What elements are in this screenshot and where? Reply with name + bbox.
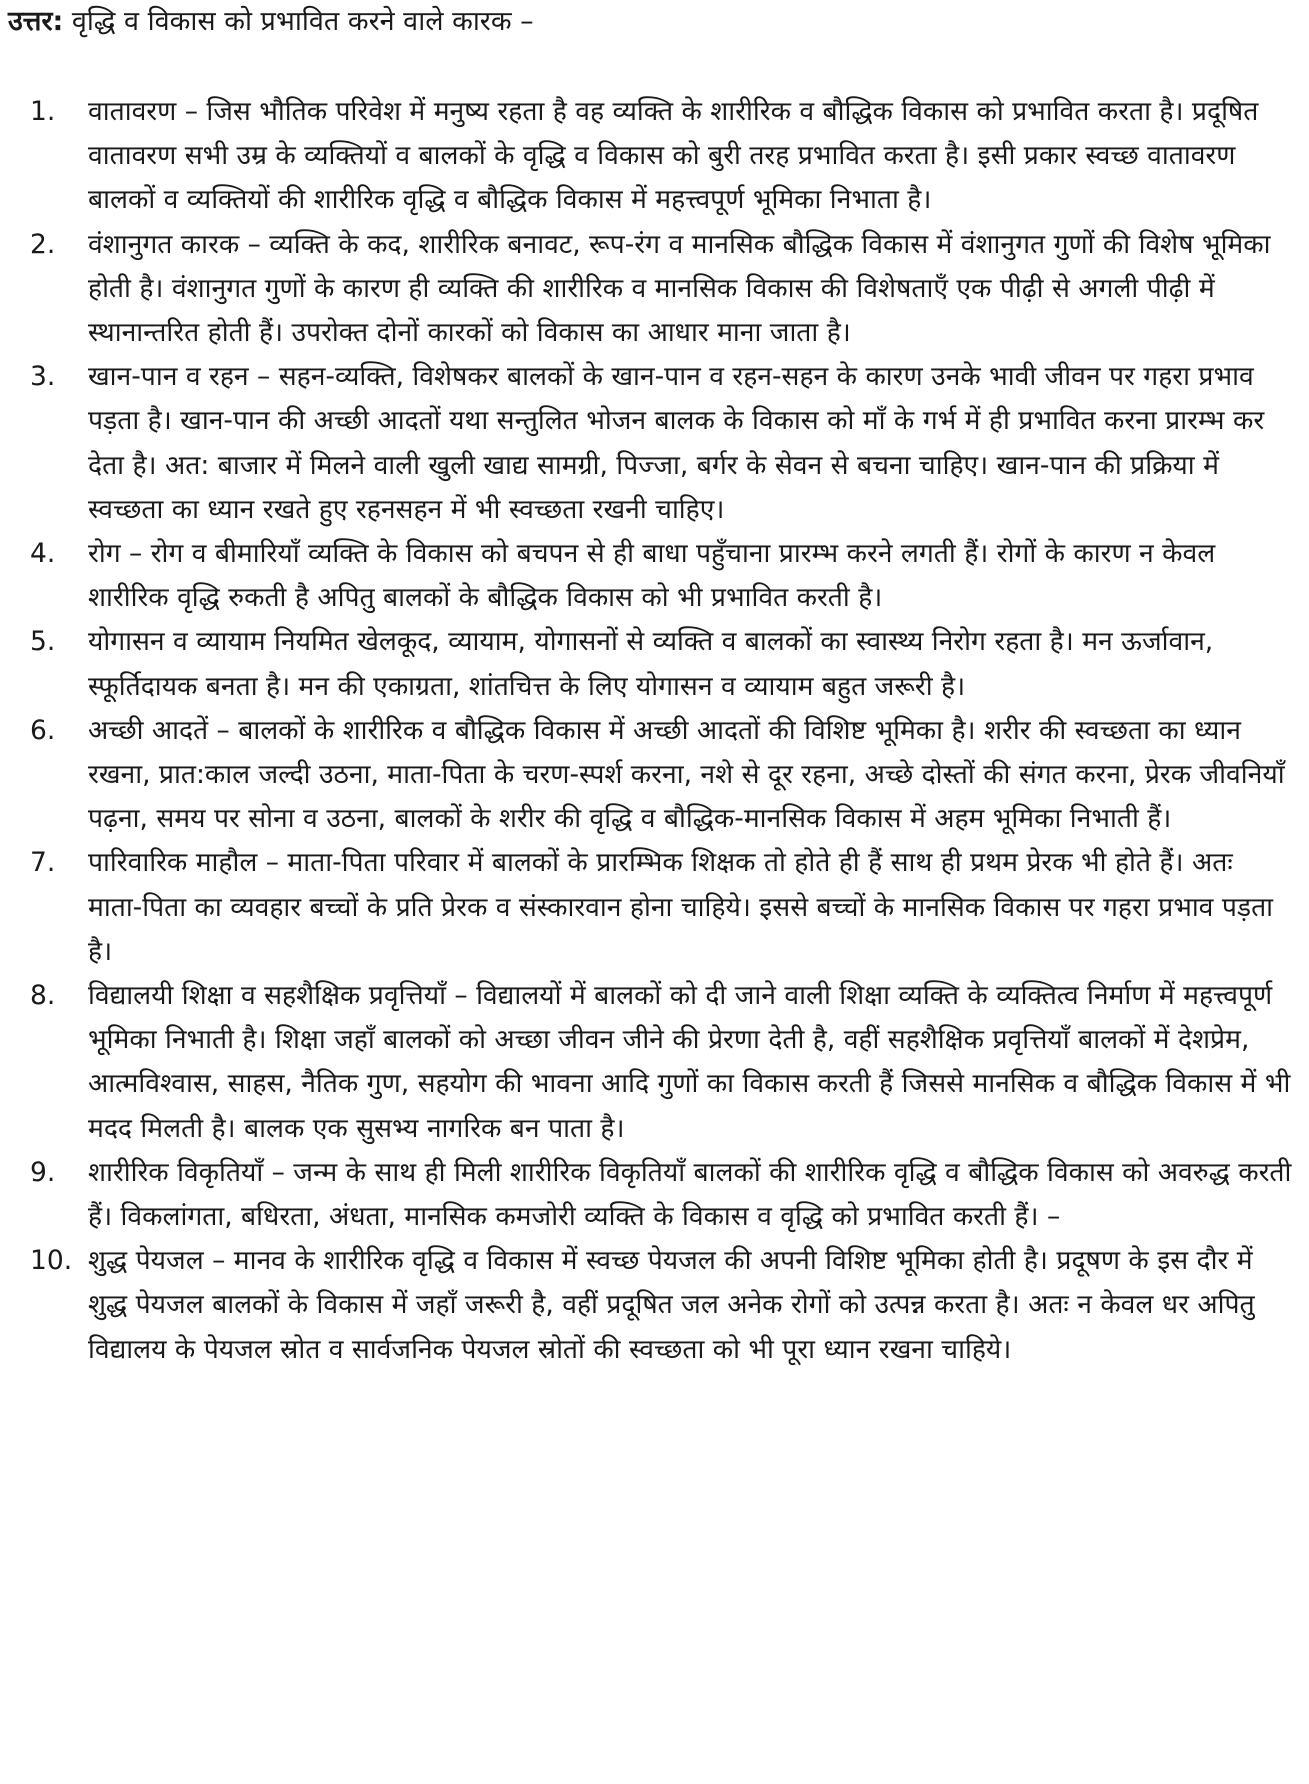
item-text: योगासन व व्यायाम नियमित खेलकूद, व्यायाम, योगासनों से व्यक्ति व बालकों का स्वास्थ्य निरोग रहता है। मन ऊर्जावान, स्फूर्तिदायक बनता है। मन की एकाग्रता, शांतचित्त के लिए योगासन व व्यायाम बहुत जरूरी है। bbox=[88, 626, 1214, 702]
list-item bbox=[8, 355, 1295, 532]
list-item bbox=[8, 1239, 1295, 1372]
item-number: 9. bbox=[30, 1156, 56, 1188]
item-text: शारीरिक विकृतियाँ – जन्म के साथ ही मिली शारीरिक विकृतियाँ बालकों की शारीरिक वृद्धि व बौद्धिक विकास को अवरुद्ध करती हैं। विकलांगता, बधिरता, अंधता, मानसिक कमजोरी व्यक्ति के विकास व वृद्धि को प्रभावित करती हैं। – bbox=[88, 1156, 1292, 1233]
item-text: पारिवारिक माहौल – माता-पिता परिवार में बालकों के प्रारम्भिक शिक्षक तो होते ही हैं साथ ही प्रथम प्रेरक भी होते हैं। अतः माता-पिता का व्यवहार बच्चों के प्रति प्रेरक व संस्कारवान होना चाहिये। इससे बच्चों के मानसिक विकास पर गहरा प्रभाव पड़ता है। bbox=[88, 847, 1274, 967]
item-number: 2. bbox=[30, 228, 56, 260]
item-text: शुद्ध पेयजल – मानव के शारीरिक वृद्धि व विकास में स्वच्छ पेयजल की अपनी विशिष्ट भूमिका होती है। प्रदूषण के इस दौर में शुद्ध पेयजल बालकों के विकास में जहाँ जरूरी है, वहीं प्रदूषित जल अनेक रोगों को उत्पन्न करता है। अतः न केवल धर अपितु विद्यालय के पेयजल स्रोत व सार्वजनिक पेयजल स्रोतों की स्वच्छता को भी पूरा ध्यान रखना चाहिये। bbox=[88, 1245, 1255, 1365]
list-item bbox=[8, 532, 1295, 620]
list-item bbox=[8, 90, 1295, 223]
item-number: 5. bbox=[30, 626, 56, 658]
item-text: विद्यालयी शिक्षा व सहशैक्षिक प्रवृत्तियाँ – विद्यालयों में बालकों को दी जाने वाली शिक्षा व्यक्ति के व्यक्तित्व निर्माण में महत्त्वपूर्ण भूमिका निभाती है। शिक्षा जहाँ बालकों को अच्छा जीवन जीने की प्रेरणा देती है, वहीं सहशैक्षिक प्रवृत्तियाँ बालकों में देशप्रेम, आत्मविश्वास, साहस, नैतिक गुण, सहयोग की भावना आदि गुणों का विकास करती हैं जिससे मानसिक व बौद्धिक विकास में भी मदद मिलती है। बालक एक सुसभ्य नागरिक बन पाता है। bbox=[88, 980, 1291, 1144]
item-number: 7. bbox=[30, 847, 56, 879]
item-number: 10. bbox=[30, 1245, 73, 1277]
item-number: 4. bbox=[30, 538, 56, 570]
item-text: रोग – रोग व बीमारियाँ व्यक्ति के विकास को बचपन से ही बाधा पहुँचाना प्रारम्भ करने लगती हैं। रोगों के कारण न केवल शारीरिक वृद्धि रुकती है अपितु बालकों के बौद्धिक विकास को भी प्रभावित करती है। bbox=[88, 538, 1216, 614]
answer-heading bbox=[8, 2, 1295, 42]
item-number: 1. bbox=[30, 96, 56, 127]
item-number: 3. bbox=[30, 361, 56, 393]
list-item bbox=[8, 1151, 1295, 1239]
item-text: वातावरण – जिस भौतिक परिवेश में मनुष्य रहता है वह व्यक्ति के शारीरिक व बौद्धिक विकास को प्रभावित करता है। प्रदूषित वातावरण सभी उम्र के व्यक्तियों व बालकों के वृद्धि व विकास को बुरी तरह प्रभावित करता है। इसी प्रकार स्वच्छ वातावरण बालकों व व्यक्तियों की शारीरिक वृद्धि व बौद्धिक विकास में महत्त्वपूर्ण भूमिका निभाता है। bbox=[88, 96, 1259, 216]
item-text: अच्छी आदतें – बालकों के शारीरिक व बौद्धिक विकास में अच्छी आदतों की विशिष्ट भूमिका है। शरीर की स्वच्छता का ध्यान रखना, प्रात:काल जल्दी उठना, माता-पिता के चरण-स्पर्श करना, नशे से दूर रहना, अच्छे दोस्तों की संगत करना, प्रेरक जीवनियाँ पढ़ना, समय पर सोना व उठना, बालकों के शरीर की वृद्धि व बौद्धिक-मानसिक विकास में अहम भूमिका निभाती हैं। bbox=[88, 714, 1285, 835]
answer-label: उत्तर: bbox=[8, 6, 64, 37]
item-text: वंशानुगत कारक – व्यक्ति के कद, शारीरिक बनावट, रूप-रंग व मानसिक बौद्धिक विकास में वंशानुगत गुणों की विशेष भूमिका होती है। वंशानुगत गुणों के कारण ही व्यक्ति की शारीरिक व मानसिक विकास की विशेषताएँ एक पीढ़ी से अगली पीढ़ी में स्थानान्तरित होती हैं। उपरोक्त दोनों कारकों को विकास का आधार माना जाता है। bbox=[88, 228, 1271, 349]
list-item bbox=[8, 841, 1295, 974]
item-number: 8. bbox=[30, 980, 56, 1012]
factors-list bbox=[8, 90, 1295, 1372]
item-text: खान-पान व रहन – सहन-व्यक्ति, विशेषकर बालकों के खान-पान व रहन-सहन के कारण उनके भावी जीवन पर गहरा प्रभाव पड़ता है। खान-पान की अच्छी आदतों यथा सन्तुलित भोजन बालक के विकास को माँ के गर्भ में ही प्रभावित करना प्रारम्भ कर देता है। अत: बाजार में मिलने वाली खुली खाद्य सामग्री, पिज्जा, बर्गर के सेवन से बचना चाहिए। खान-पान की प्रक्रिया में स्वच्छता का ध्यान रखते हुए रहनसहन में भी स्वच्छता रखनी चाहिए। bbox=[88, 361, 1265, 525]
list-item bbox=[8, 974, 1295, 1151]
list-item bbox=[8, 709, 1295, 842]
list-item bbox=[8, 223, 1295, 356]
item-number: 6. bbox=[30, 714, 56, 746]
list-item bbox=[8, 620, 1295, 708]
answer-heading-text: वृद्धि व विकास को प्रभावित करने वाले कारक – bbox=[71, 6, 534, 37]
